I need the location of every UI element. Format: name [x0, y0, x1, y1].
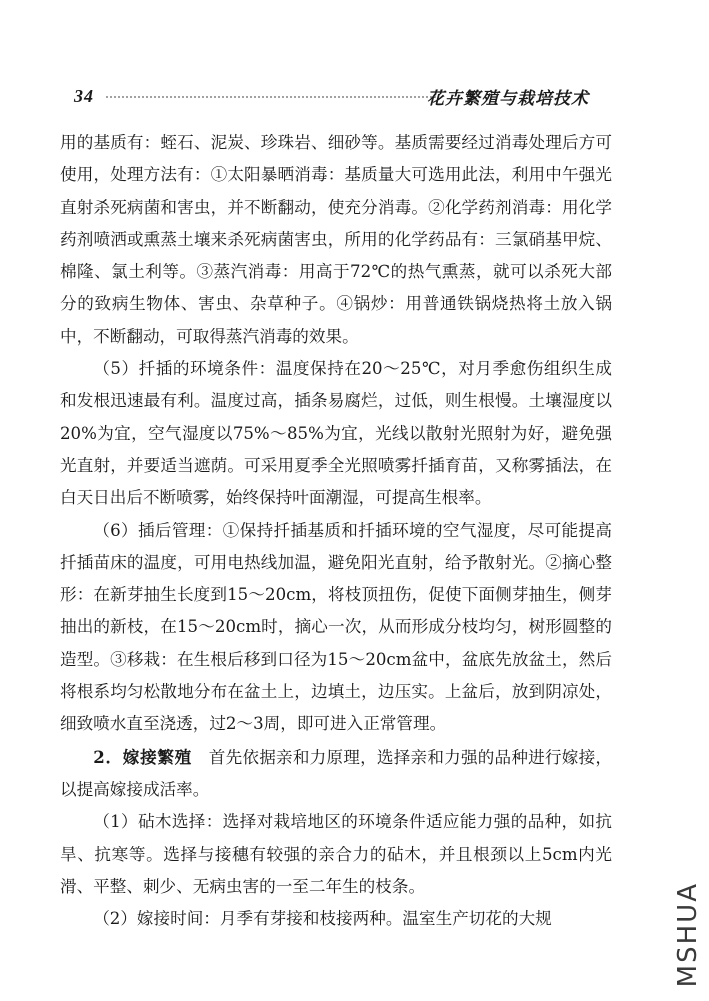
header-rule — [106, 96, 436, 100]
section-heading: 2．嫁接繁殖 — [93, 746, 192, 767]
paragraph-grafting-intro — [60, 741, 612, 807]
watermark: MSHUA — [673, 881, 703, 987]
paragraph-text: （6）插后管理：①保持扦插基质和扦插环境的空气湿度，尽可能提高扦插苗床的温度，可用电热线加温，避免阳光直射，给予散射光。②摘心整形：在新芽抽生长度到15～20cm，将枝顶扭伤，促使下面侧芽抽生，侧芽抽出的新枝，在15～20cm时，摘心一次，从而形成分枝均匀，树形圆整的造型。③移栽：在生根后移到口径为15～20cm盆中，盆底先放盆土，然后将根系均匀松散地分布在盆土上，边填土，边压实。上盆后，放到阴凉处，细致喷水直至浇透，过2～3周，即可进入正常管理。 — [60, 520, 612, 734]
paragraph-substrate-disinfection — [60, 127, 612, 353]
page-header — [0, 0, 709, 120]
paragraph-rootstock-selection — [60, 806, 612, 903]
body-text — [60, 127, 612, 935]
paragraph-cutting-environment — [60, 353, 612, 514]
paragraph-post-cutting-care — [60, 515, 612, 741]
paragraph-text: （2）嫁接时间：月季有芽接和枝接两种。温室生产切花的大规 — [93, 909, 552, 929]
page-number: 34 — [74, 86, 94, 106]
paragraph-text: 首先依据亲和力原理，选择亲和力强的品种进行嫁接，以提高嫁接成活率。 — [60, 747, 613, 799]
paragraph-text: （5）扦插的环境条件：温度保持在20～25℃，对月季愈伤组织生成和发根迅速最有利。温度过高，插条易腐烂，过低，则生根慢。土壤湿度以20%为宜，空气湿度以75%～85%为宜，光线以散射光照射为好，避免强光直射，并要适当遮荫。可采用夏季全光照喷雾扦插育苗，又称雾插法，在白天日出后不断喷雾，始终保持叶面潮湿，可提高生根率。 — [60, 359, 612, 508]
paragraph-text: （1）砧木选择：选择对栽培地区的环境条件适应能力强的品种，如抗旱、抗寒等。选择与接穗有较强的亲合力的砧木，并且根颈以上5cm内光滑、平整、刺少、无病虫害的一至二年生的枝条。 — [60, 812, 612, 896]
paragraph-text: 用的基质有：蛭石、泥炭、珍珠岩、细砂等。基质需要经过消毒处理后方可使用，处理方法有：①太阳暴晒消毒：基质量大可选用此法，利用中午强光直射杀死病菌和害虫，并不断翻动，使充分消毒。②化学药剂消毒：用化学药剂喷洒或熏蒸土壤来杀死病菌害虫，所用的化学药品有：三氯硝基甲烷、棉隆、氯土利等。③蒸汽消毒：用高于72℃的热气熏蒸，就可以杀死大部分的致病生物体、害虫、杂草种子。④锅炒：用普通铁锅烧热将土放入锅中，不断翻动，可取得蒸汽消毒的效果。 — [60, 133, 612, 346]
paragraph-grafting-time — [60, 903, 612, 935]
running-title: 花卉繁殖与栽培技术 — [427, 89, 589, 109]
